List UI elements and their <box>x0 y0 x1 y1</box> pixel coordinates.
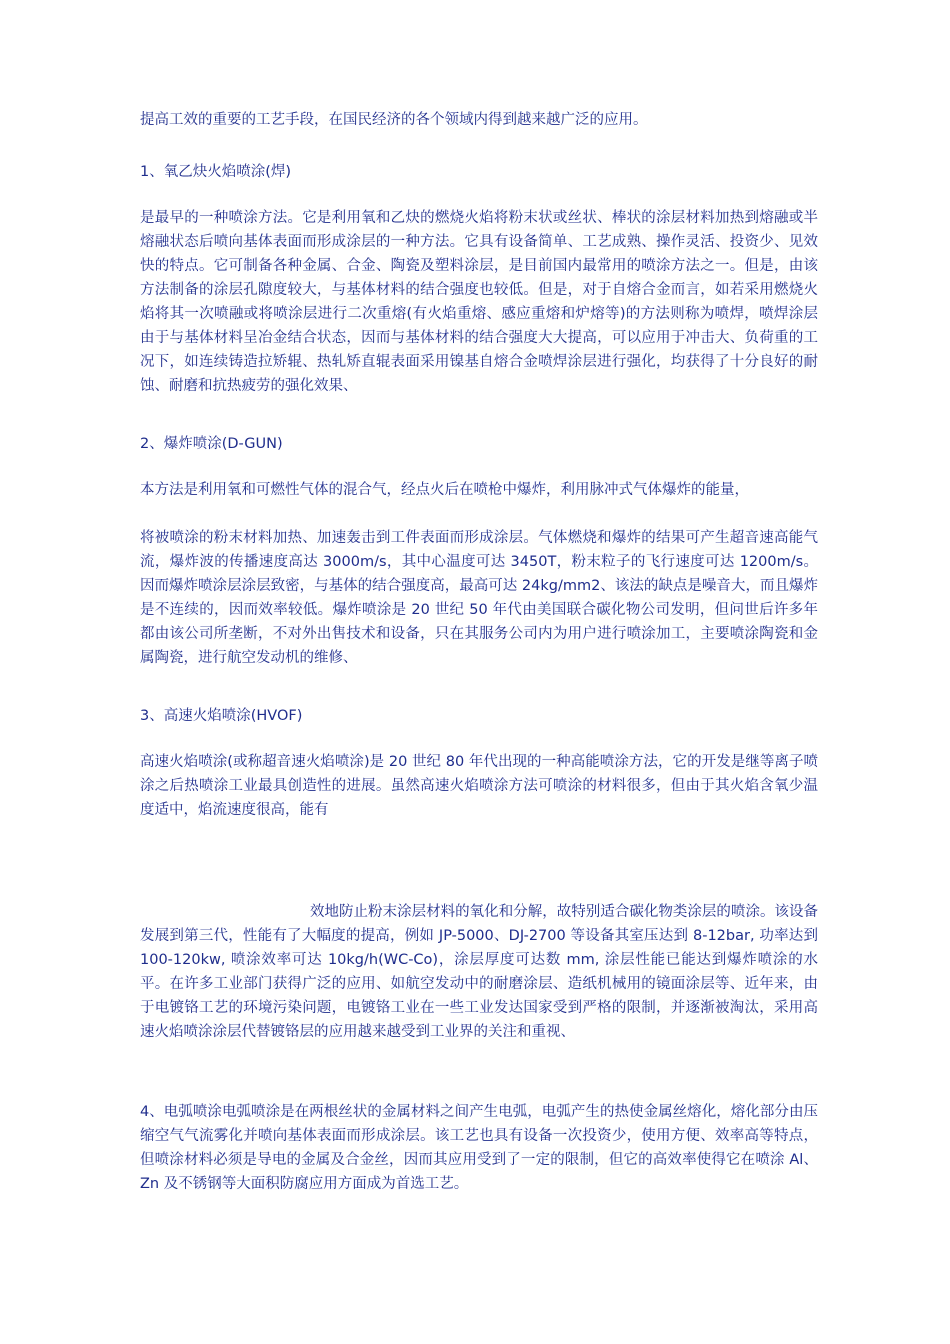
section-4-body: 4、电弧喷涂电弧喷涂是在两根丝状的金属材料之间产生电弧，电弧产生的热使金属丝熔化，熔化部分由压缩空气气流雾化并喷向基体表面而形成涂层。该工艺也具有设备一次投资少，使用方便、效率高等特点，但喷涂材料必须是导电的金属及合金丝，因而其应用受到了一定的限制，但它的高效率使得它在喷涂 Al、Zn 及不锈钢等大面积防腐应用方面成为首选工艺。 <box>140 1104 818 1192</box>
section-2-body: 将被喷涂的粉末材料加热、加速轰击到工件表面而形成涂层。气体燃烧和爆炸的结果可产生超音速高能气流，爆炸波的传播速度高达 3000m/s，其中心温度可达 3450T，粉末粒子的飞行速度可达 1200m/s。因而爆炸喷涂层涂层致密，与基体的结合强度高，最高可达 24kg/mm2、该法的缺点是噪音大，而且爆炸是不连续的，因而效率较低。爆炸喷涂是 20 世纪 50 年代由美国联合碳化物公司发明，但问世后许多年都由该公司所垄断，不对外出售技术和设备，只在其服务公司内为用户进行喷涂加工，主要喷涂陶瓷和金属陶瓷，进行航空发动机的维修、 <box>140 530 818 666</box>
section-2-body-first: 本方法是利用氧和可燃性气体的混合气，经点火后在喷枪中爆炸，利用脉冲式气体爆炸的能量， <box>140 482 749 498</box>
section-3-body-first: 高速火焰喷涂(或称超音速火焰喷涂)是 20 世纪 80 年代出现的一种高能喷涂方法，它的开发是继等离子喷涂之后热喷涂工业最具创造性的进展。虽然高速火焰喷涂方法可喷涂的材料很多，但由于其火焰含氧少温度适中，焰流速度很高，能有 <box>140 754 818 818</box>
section-3-heading: 3、高速火焰喷涂(HVOF) <box>140 708 303 724</box>
intro-paragraph: 提高工效的重要的工艺手段，在国民经济的各个领域内得到越来越广泛的应用。 <box>140 112 648 128</box>
section-2-heading: 2、爆炸喷涂(D-GUN) <box>140 436 283 452</box>
section-3-body-continued: 效地防止粉末涂层材料的氧化和分解，故特别适合碳化物类涂层的喷涂。该设备发展到第三代，性能有了大幅度的提高，例如 JP-5000、DJ-2700 等设备其室压达到 8-12bar, 功率达到 100-120kw, 喷涂效率可达 10kg/h(WC-Co)，涂层厚度可达数 mm, 涂层性能已能达到爆炸喷涂的水平。在许多工业部门获得广泛的应用、如航空发动中的耐磨涂层、造纸机械用的镜面涂层等、近年来，由于电镀铬工艺的环境污染问题，电镀铬工业在一些工业发达国家受到严格的限制，并逐渐被淘汰，采用高速火焰喷涂涂层代替镀铬层的应用越来越受到工业界的关注和重视、 <box>140 904 818 1040</box>
section-1-body: 是最早的一种喷涂方法。它是利用氧和乙炔的燃烧火焰将粉末状或丝状、棒状的涂层材料加热到熔融或半熔融状态后喷向基体表面而形成涂层的一种方法。它具有设备简单、工艺成熟、操作灵活、投资少、见效快的特点。它可制备各种金属、合金、陶瓷及塑料涂层，是目前国内最常用的喷涂方法之一。但是，由该方法制备的涂层孔隙度较大，与基体材料的结合强度也较低。但是，对于自熔合金而言，如若采用燃烧火焰将其一次喷融或将喷涂层进行二次重熔(有火焰重熔、感应重熔和炉熔等)的方法则称为喷焊，喷焊涂层由于与基体材料呈冶金结合状态，因而与基体材料的结合强度大大提高，可以应用于冲击大、负荷重的工况下，如连续铸造拉矫辊、热轧矫直辊表面采用镍基自熔合金喷焊涂层进行强化，均获得了十分良好的耐蚀、耐磨和抗热疲劳的强化效果、 <box>140 210 818 394</box>
section-1-heading: 1、氧乙炔火焰喷涂(焊) <box>140 164 292 180</box>
